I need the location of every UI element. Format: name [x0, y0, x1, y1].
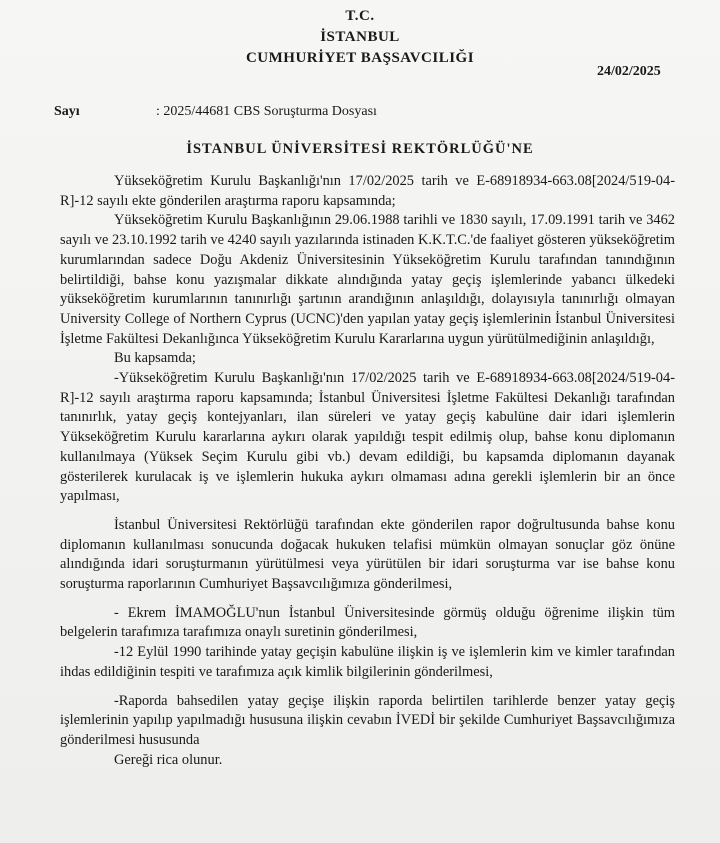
- letter-body: [60, 172, 675, 770]
- request-item-2: İstanbul Üniversitesi Rektörlüğü tarafından ekte gönderilen rapor doğrultusunda bahse konu diplomanın kullanılması sonucunda doğacak hukuken telafisi mümkün olmayan sonuçlar göz önüne alındığında idari soruşturmanın yürütülmesi veya yürütülen bir idari soruşturma var ise bahse konu soruşturma raporlarının Cumhuriyet Başsavcılığımıza gönderilmesi,: [60, 516, 675, 593]
- request-item-3: - Ekrem İMAMOĞLU'nun İstanbul Üniversitesinde görmüş olduğu öğrenime ilişkin tüm belgelerin tarafımıza tarafımıza onaylı suretinin gönderilmesi,: [60, 604, 675, 641]
- letterhead-line-tc: T.C.: [345, 8, 375, 24]
- paragraph-scope: Bu kapsamda;: [114, 350, 196, 367]
- letterhead: [0, 6, 720, 69]
- letterhead-line-city: İSTANBUL: [320, 29, 400, 45]
- reference-number: : 2025/44681 CBS Soruşturma Dosyası: [156, 104, 377, 119]
- request-item-5: -Raporda bahsedilen yatay geçişe ilişkin raporda belirtilen tarihlerde benzer yatay geçiş işlemlerinin yapılıp yapılmadığı hususuna ilişkin cevabın İVEDİ bir şekilde Cumhuriyet Başsavcılığımıza gönderilmesi hususunda: [60, 692, 675, 748]
- reference-label: Sayı: [54, 104, 80, 119]
- request-item-4: -12 Eylül 1990 tarihinde yatay geçişin kabulüne ilişkin iş ve işlemlerin kim ve kimler tarafından ihdas edildiğinin tespiti ve tarafımıza açık kimlik bilgilerinin gönderilmesi,: [60, 644, 675, 680]
- request-item-1: -Yükseköğretim Kurulu Başkanlığı'nın 17/02/2025 tarih ve E-68918934-663.08[2024/519-04-R]-12 sayılı araştırma raporu kapsamında; İstanbul Üniversitesi İşletme Fakültesi Dekanlığı tarafından tanınırlık, yatay geçiş kontejyanları, ilan süreleri ve yatay geçiş kabulüne dair idari işlemlerin Yükseköğretim Kurulu kararlarına aykırı olarak yapıldığı tespit edilmiş olup, bahse konu diplomanın kullanılmaya (Yüksek Seçim Kurulu gibi vb.) devam edildiği, bu kapsamda diplomanın dayanak gösterilerek kurulacak iş ve işlemlerin hukuka aykırı olmaması adına gerekli işlemlerin bir an önce yapılması,: [60, 370, 675, 505]
- document-date: 24/02/2025: [597, 64, 661, 79]
- paragraph-findings: Yükseköğretim Kurulu Başkanlığının 29.06.1988 tarihli ve 1830 sayılı, 17.09.1991 tarih ve 3462 sayılı ve 23.10.1992 tarih ve 4240 sayılı yazılarında istinaden K.K.T.C.'de faaliyet gösteren yükseköğretim kurumlarından sadece Doğu Akdeniz Üniversitesinin Yükseköğretim Kurulu tarafından tanındığının belirtildiği, bahse konu yazışmalar dikkate alındığında yatay geçiş işlemlerinde yabancı ülkedeki yükseköğretim kurumlarının tanınırlığı şartının arandığının anlaşıldığı, dolayısıyla tanınırlığı olmayan University College of Northern Cyprus (UCNC)'den yapılan yatay geçiş işlemlerinin İstanbul Üniversitesi İşletme Fakültesi Dekanlığınca Yükseköğretim Kurulu Kararlarına uygun yürütülmediğinin anlaşıldığı,: [60, 212, 675, 347]
- letterhead-line-office: CUMHURİYET BAŞSAVCILIĞI: [245, 50, 475, 66]
- addressee: İSTANBUL ÜNİVERSİTESİ REKTÖRLÜĞÜ'NE: [186, 141, 534, 157]
- closing-line: Gereği rica olunur.: [114, 751, 223, 768]
- paragraph-reference: Yükseköğretim Kurulu Başkanlığı'nın 17/02/2025 tarih ve E-68918934-663.08[2024/519-04-R]-12 sayılı ekte gönderilen araştırma raporu kapsamında;: [60, 173, 675, 209]
